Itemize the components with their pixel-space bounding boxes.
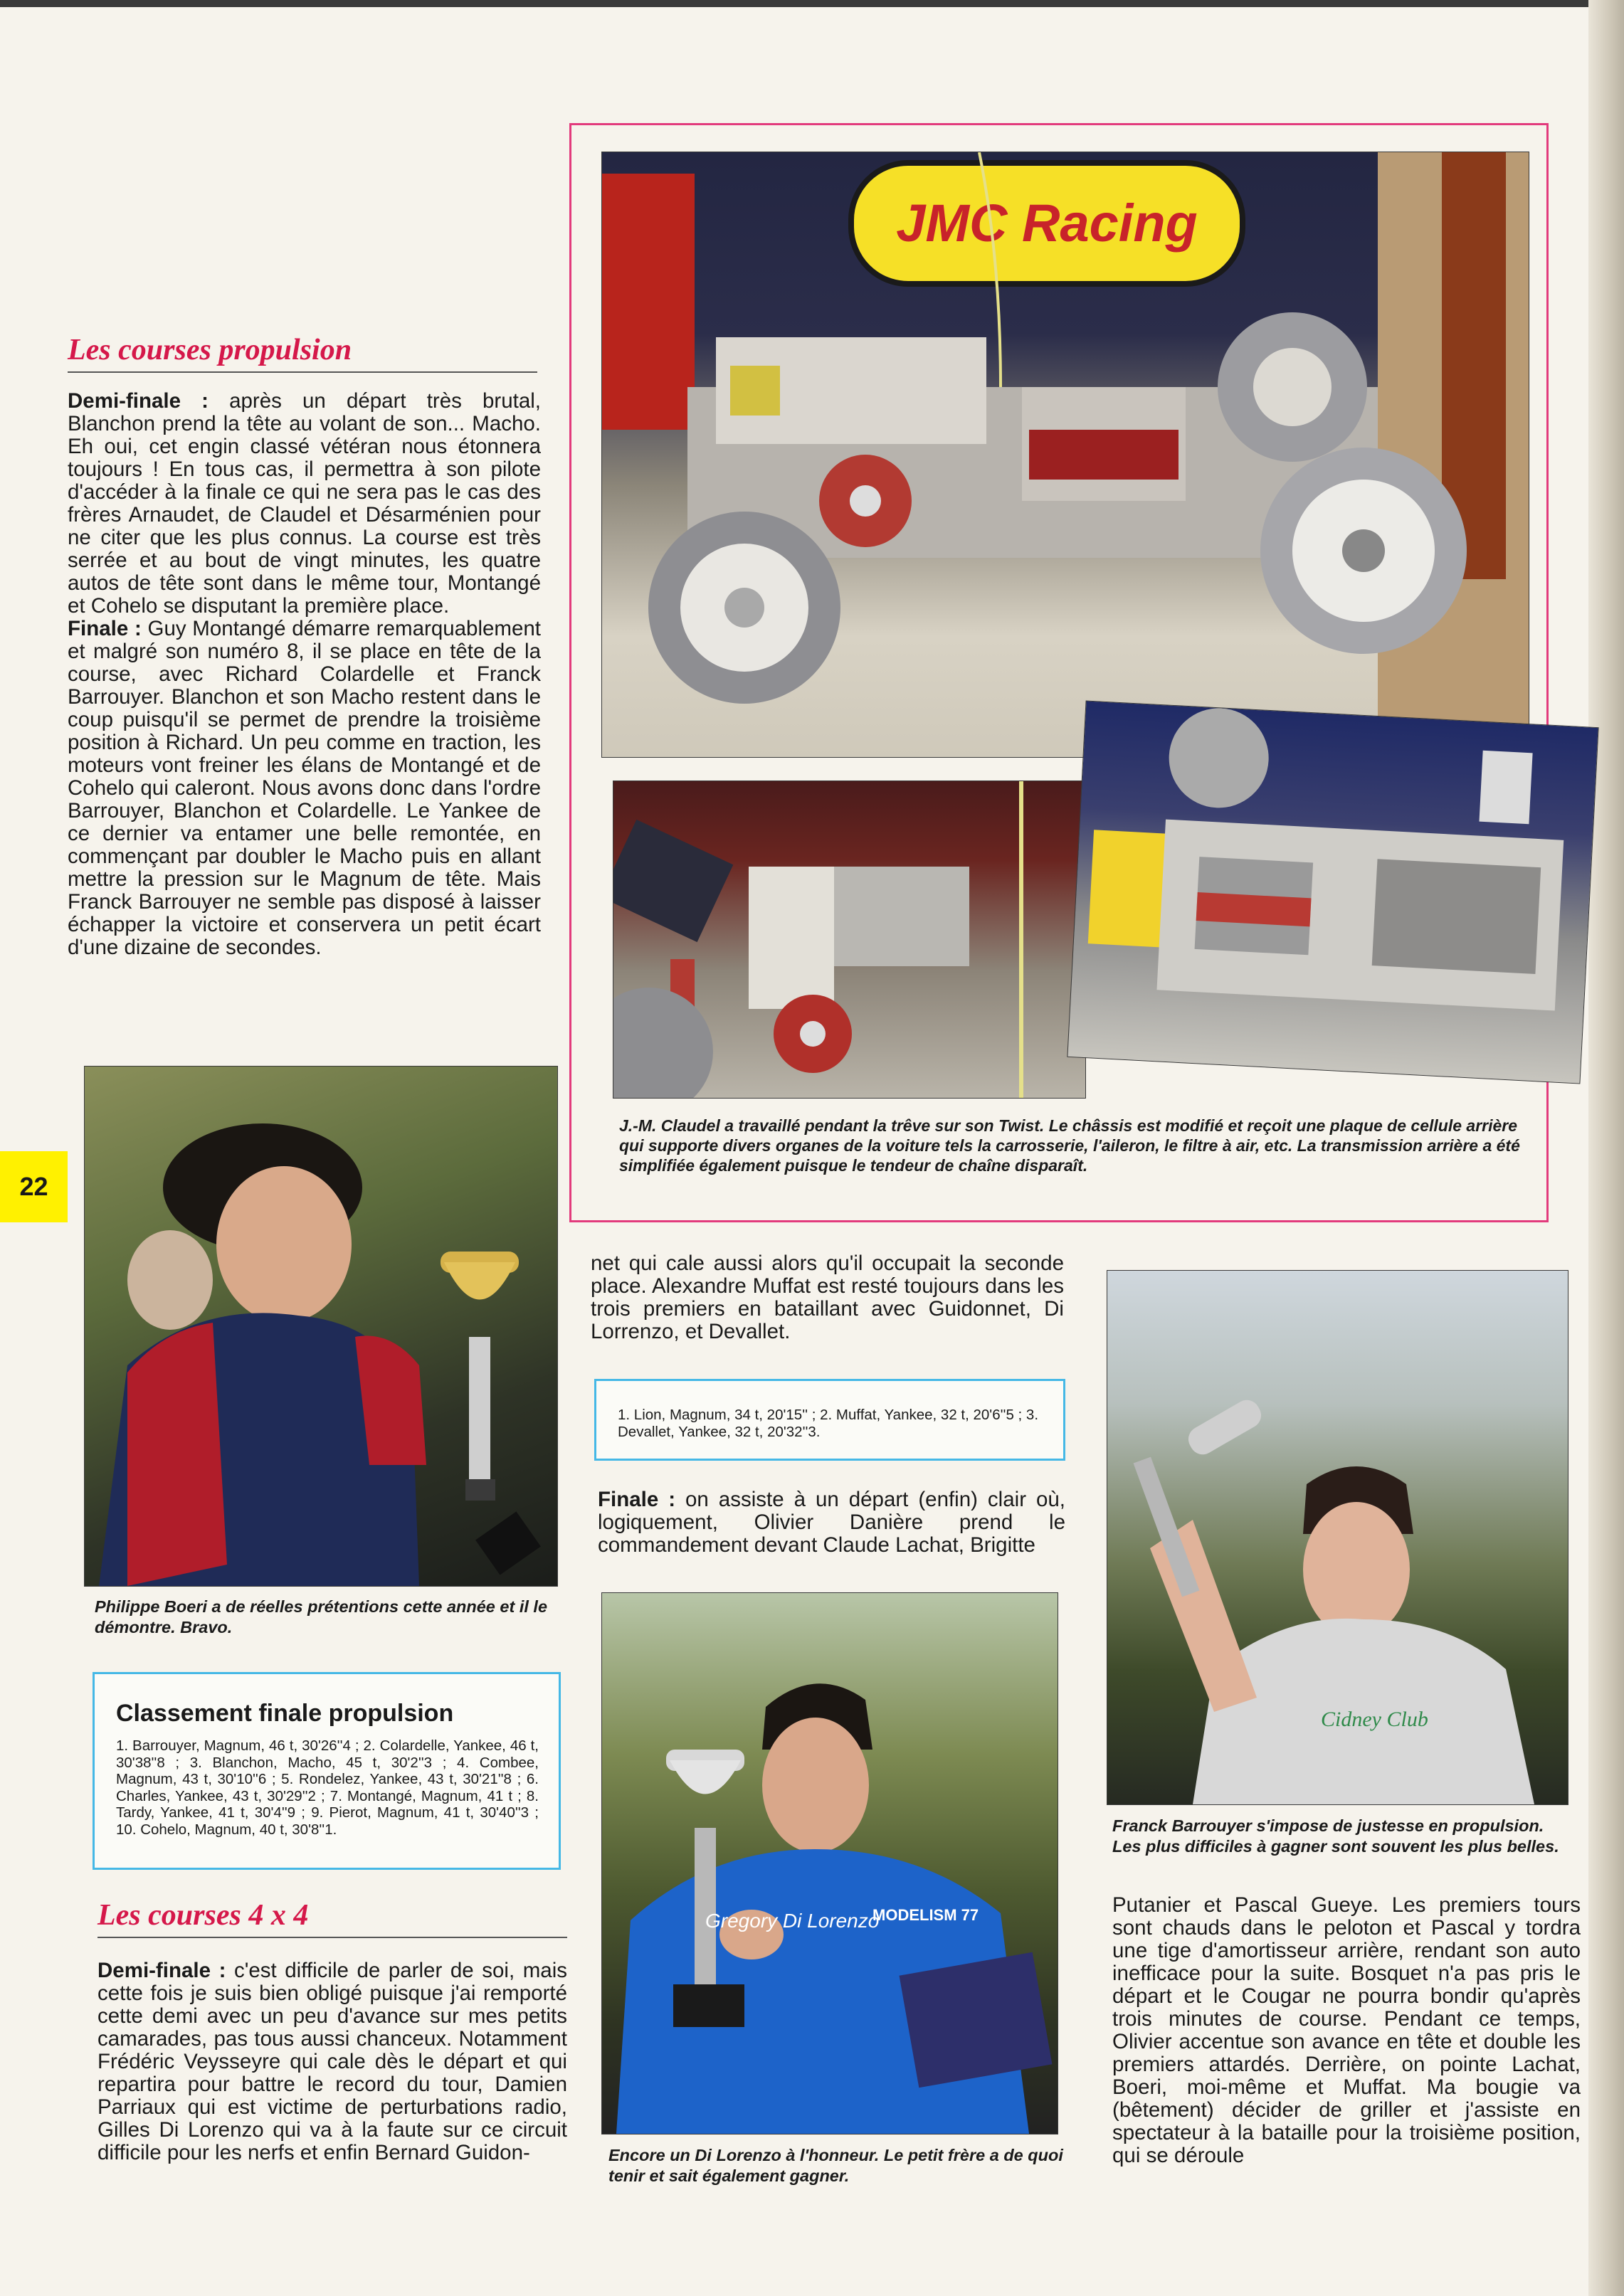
fourbyfour-heading: Les courses 4 x 4 [97,1898,567,1938]
photo-chassis [1067,700,1598,1084]
boeri-illustration [85,1067,557,1586]
propulsion-demi-label: Demi-finale : [68,389,209,413]
fourbyfour-demi-label: Demi-finale : [97,1959,226,1982]
classement-text: 1. Barrouyer, Magnum, 46 t, 30'26''4 ; 2. Colardelle, Yankee, 46 t, 30'38''8 ; 3. Blanchon, Macho, 45 t, 30'2''3 ; 4. Combee, Magnum, 43 t, 30'10''6 ; 5. Rondelez, Yankee, 43 t, 30'21''8 ; 6. Charles, Yankee, 43 t, 30'29''2 ; 7. Montangé, Magnum, 41 t ; 8. Tardy, Yankee, 41 t, 30'4''9 ; 9. Pierot, Magnum, 41 t, 30'40''3 ; 10. Cohelo, Magnum, 40 t, 30'8''1. [116,1737,539,1838]
tshirt-logo: Cidney Club [1321,1708,1428,1731]
middle-finale-label: Finale : [598,1488,676,1511]
barrouyer-illustration [1107,1271,1568,1804]
propulsion-finale-text: Guy Montangé démarre remarquablement et malgré son numéro 8, il se place en tête de la course, avec Richard Colardelle et Franck Barrouyer. Blanchon et son Macho restent dans le coup puisqu'il se permet de prendre la troisième position à Richard. Un peu comme en traction, les moteurs vont freiner les élans de Montangé et de Cohelo qui caleront. Nous avons donc dans l'ordre Barrouyer, Blanchon et Colardelle. Le Yankee de ce dernier va entamer une belle remontée, en commençant par doubler le Macho puis en allant mettre la pression sur le Magnum de tête. Mais Franck Barrouyer ne semble pas disposé à laisser échapper la victoire et conservera un petit écart d'une dizaine de secondes. [68,617,541,959]
page-top-edge [0,0,1624,7]
engine-illustration [613,781,1085,1098]
page-binding-shadow [1588,0,1624,2296]
dilorenzo-illustration [602,1593,1058,2134]
results-box-4x4 [594,1379,1065,1461]
fourbyfour-demi-text: c'est difficile de parler de soi, mais cette fois je suis bien obligé puisque j'ai remporté cette demi avec un peu d'avance sur mes petits camarades, pas tous aussi chanceux. Notamment Frédéric Veysseyre qui cale dès le départ et qui repartira pour battre le record du tour, Damien Parriaux qui est victime de perturbations radio, Gilles Di Lorenzo qui va à la faute sur ce circuit difficile pour les nerfs et enfin Bernard Guidon- [97,1959,567,2164]
caption-boeri: Philippe Boeri a de réelles prétentions cette année et il le démontre. Bravo. [95,1597,548,1636]
middle-text-1: net qui cale aussi alors qu'il occupait la seconde place. Alexandre Muffat est resté toujours dans les trois premiers en bataillant avec Guidonnet, Di Lorrenzo, et Devallet. [591,1252,1064,1343]
caption-claudel: J.-M. Claudel a travaillé pendant la trêve sur son Twist. Le châssis est modifié et reçoit une plaque de cellule arrière qui supporte divers organes de la voiture tels la carrosserie, l'aileron, le filtre à air, etc. La transmission arrière a été simplifiée également puisque le tendeur de chaîne disparaît. [619,1116,1520,1175]
middle-finale-paragraph [598,1488,1065,1557]
propulsion-demi-text: après un départ très brutal, Blanchon prend la tête au volant de son... Macho. Eh oui, cet engin classé vétéran nous étonnera toujours ! En tous cas, il permettra à son pilote d'accéder à la finale ce qui ne sera pas le cas des frères Arnaudet, de Claudel et Désarménien pour ne citer que les plus connus. La course est très serrée et au bout de vingt minutes, les quatre autos de tête sont dans le même tour, Montangé et Cohelo se disputant la première place. [68,389,542,618]
caption-barrouyer: Franck Barrouyer s'impose de justesse en propulsion. Les plus difficiles à gagner sont souvent les plus belles. [1112,1816,1559,1856]
sweatshirt-logo: MODELISM 77 [872,1906,979,1924]
fourbyfour-heading-block [97,1898,567,1938]
page-number: 22 [0,1151,68,1222]
middle-finale-block [598,1488,1065,1557]
jmc-logo [851,163,1243,284]
right-article [1112,1894,1581,2167]
car-illustration [602,152,1529,757]
photo-franck-barrouyer [1107,1270,1568,1805]
fourbyfour-article [97,1959,567,2164]
sweatshirt-name: Gregory Di Lorenzo [705,1910,880,1932]
photo-philippe-boeri [84,1066,558,1587]
classement-box [93,1672,561,1870]
caption-top-block [619,1116,1544,1175]
photo-car-main [601,152,1529,758]
propulsion-article [68,390,541,959]
propulsion-demi-paragraph [68,390,541,618]
photo-engine-closeup [613,781,1086,1099]
propulsion-heading: Les courses propulsion [68,333,537,373]
middle-article-top [591,1252,1064,1343]
caption-boeri-block [95,1597,550,1638]
propulsion-heading-block [68,333,537,373]
caption-dilorenzo-block [608,2145,1075,2186]
caption-dilorenzo: Encore un Di Lorenzo à l'honneur. Le petit frère a de quoi tenir et sait également gagner. [608,2146,1063,2185]
jmc-logo-text: JMC Racing [896,194,1198,253]
results-box-text: 1. Lion, Magnum, 34 t, 20'15'' ; 2. Muffat, Yankee, 32 t, 20'6''5 ; 3. Devallet, Yankee, 32 t, 20'32''3. [618,1407,1039,1440]
caption-barrouyer-block [1112,1816,1568,1857]
propulsion-finale-label: Finale : [68,617,142,640]
propulsion-finale-paragraph [68,618,541,959]
right-text: Putanier et Pascal Gueye. Les premiers tours sont chauds dans le peloton et Pascal y tordra une tige d'amortisseur arrière, rendant son auto inefficace pour la suite. Bosquet n'a pas pris le départ et le Cougar ne pourra bondir qu'après trois minutes de course. Pendant ce temps, Olivier accentue son avance en tête et double les premiers attardés. Derrière, on pointe Lachat, Boeri, moi-même et Muffat. Ma bougie va (bêtement) décider de griller et j'assiste en spectateur à la bataille pour la troisième position, qui se déroule [1112,1893,1581,2167]
middle-finale-text: on assiste à un départ (enfin) clair où, logiquement, Olivier Danière prend le commandement devant Claude Lachat, Brigitte [598,1488,1066,1557]
classement-title: Classement finale propulsion [116,1700,454,1727]
fourbyfour-demi-paragraph [97,1959,567,2164]
chassis-illustration [1067,702,1598,1084]
photo-di-lorenzo [601,1592,1058,2134]
